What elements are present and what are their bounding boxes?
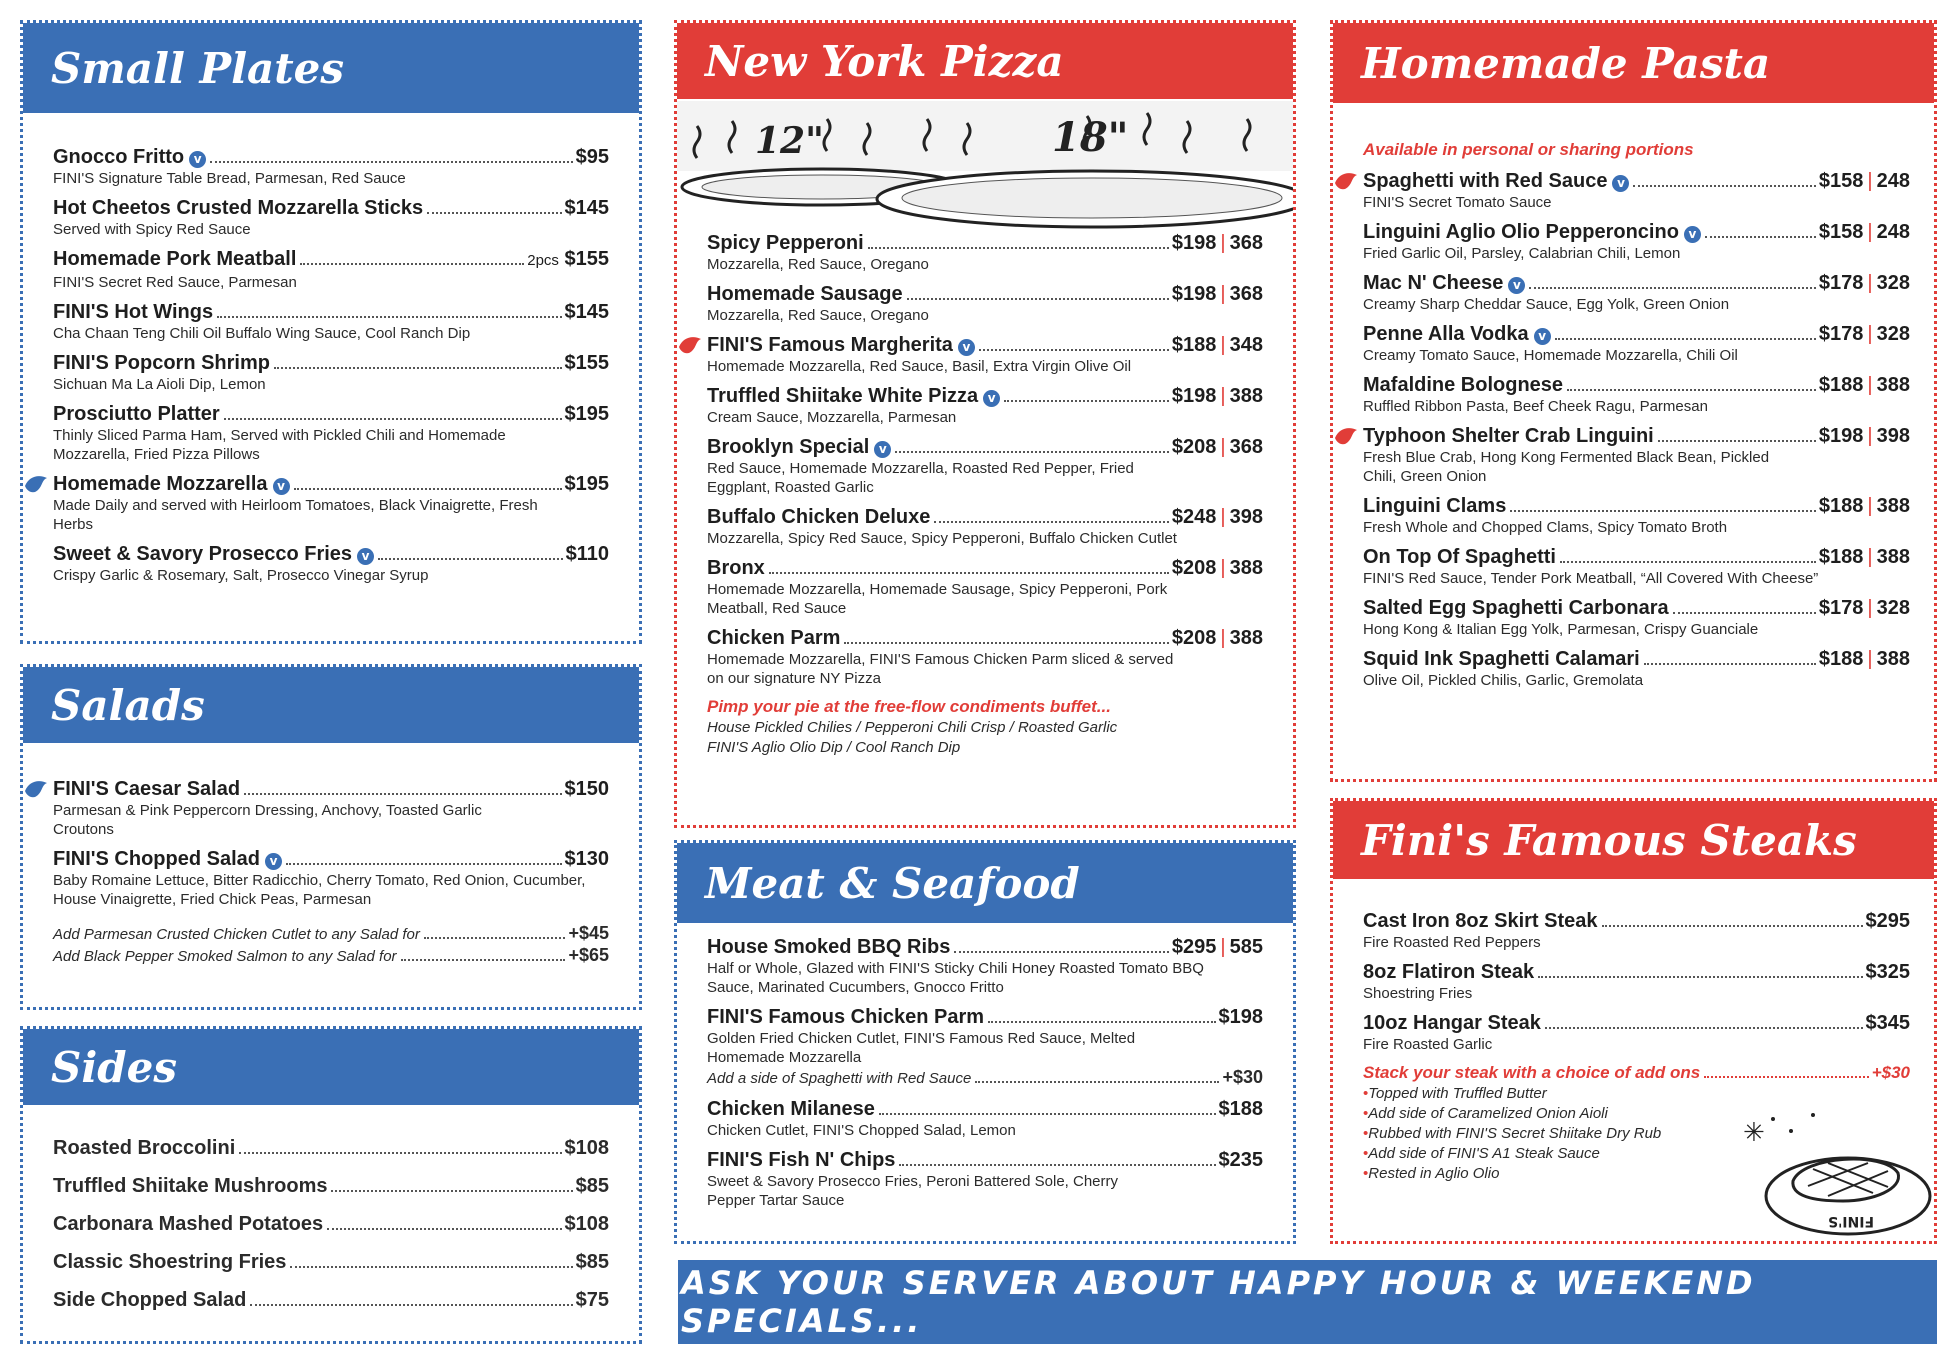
signature-leaf-icon [1333,171,1359,191]
menu-item: Hot Cheetos Crusted Mozzarella Sticks $145 Served with Spicy Red Sauce [53,197,609,238]
pasta-subtitle: Available in personal or sharing portions [1363,140,1694,159]
sides-title: Sides [23,1029,639,1105]
menu-item: Chicken Milanese $188 Chicken Cutlet, FINI'S Chopped Salad, Lemon [707,1098,1263,1139]
menu-item: Sweet & Savory Prosecco Fries v $110 Crispy Garlic & Rosemary, Salt, Prosecco Vinegar Syrup [53,543,609,584]
steak-addon-title: Stack your steak with a choice of add ons +$30 [1363,1063,1910,1082]
steak-addon-option: • Rubbed with FINI'S Secret Shiitake Dry Rub [1363,1124,1910,1144]
menu-item: Cast Iron 8oz Skirt Steak $295 Fire Roasted Red Peppers [1363,910,1910,951]
menu-item: Buffalo Chicken Deluxe $248 | 398 Mozzarella, Spicy Red Sauce, Spicy Pepperoni, Buffalo Chicken Cutlet [707,506,1263,547]
pizza-panel [674,20,1296,828]
menu-item: Linguini Aglio Olio Pepperoncino v $158 | 248 Fried Garlic Oil, Parsley, Calabrian Chili, Lemon [1363,221,1910,262]
menu-item: 10oz Hangar Steak $345 Fire Roasted Garlic [1363,1012,1910,1053]
size-large-label: 18" [1052,114,1129,161]
side-item: Carbonara Mashed Potatoes $108 [53,1213,609,1235]
vegetarian-icon: v [874,441,891,458]
sides-list [23,1129,639,1319]
menu-item: Chicken Parm $208 | 388 Homemade Mozzarella, FINI'S Famous Chicken Parm sliced & served on our signature NY Pizza [707,627,1263,687]
vegetarian-icon: v [958,339,975,356]
vegetarian-icon: v [189,151,206,168]
pizza-illustration [677,101,1293,231]
small-plates-panel [20,20,642,644]
signature-leaf-icon [1333,426,1359,446]
happy-hour-banner: ASK YOUR SERVER ABOUT HAPPY HOUR & WEEKEND SPECIALS... [678,1260,1937,1344]
menu-item: FINI'S Chopped Salad v $130 Baby Romaine Lettuce, Bitter Radicchio, Cherry Tomato, Red Onion, Cucumber, House Vinaigrette, Fried Chick Peas, Parmesan [53,848,609,908]
menu-item: Typhoon Shelter Crab Linguini $198 | 398 Fresh Blue Crab, Hong Kong Fermented Black Bean, Pickled Chili, Green Onion [1363,424,1910,486]
small-plates-title: Small Plates [23,23,639,113]
condiments-line: FINI'S Aglio Olio Dip / Cool Ranch Dip [707,739,961,756]
side-item: Side Chopped Salad $75 [53,1289,609,1311]
menu-item: FINI'S Fish N' Chips $235 Sweet & Savory Prosecco Fries, Peroni Battered Sole, Cherry Pepper Tartar Sauce [707,1149,1263,1209]
side-item: Roasted Broccolini $108 [53,1137,609,1159]
signature-leaf-icon [23,474,49,494]
menu-item: Linguini Clams $188 | 388 Fresh Whole and Chopped Clams, Spicy Tomato Broth [1363,495,1910,536]
menu-item: On Top Of Spaghetti $188 | 388 FINI'S Red Sauce, Tender Pork Meatball, “All Covered With Cheese” [1363,546,1910,587]
menu-item: 8oz Flatiron Steak $325 Shoestring Fries [1363,961,1910,1002]
pasta-list [1333,139,1934,698]
sides-panel [20,1026,642,1344]
salads-list [23,777,639,967]
size-small-label: 12" [755,120,824,162]
menu-item: Gnocco Fritto v $95 FINI'S Signature Table Bread, Parmesan, Red Sauce [53,146,609,187]
vegetarian-icon: v [265,853,282,870]
salad-addon: Add Black Pepper Smoked Salmon to any Salad for +$65 [53,945,609,965]
meat-seafood-title: Meat & Seafood [677,843,1293,923]
steak-addon-option: • Topped with Truffled Butter [1363,1084,1910,1104]
vegetarian-icon: v [1684,226,1701,243]
meat-seafood-list [677,935,1293,1218]
menu-item: FINI'S Famous Chicken Parm $198 Golden Fried Chicken Cutlet, FINI'S Famous Red Sauce, Melted Homemade Mozzarella Add a side of Spaghetti with Red Sauce +$30 [707,1006,1263,1087]
menu-item: FINI'S Hot Wings $145 Cha Chaan Teng Chili Oil Buffalo Wing Sauce, Cool Ranch Dip [53,301,609,342]
svg-text:✳: ✳ [1743,1118,1765,1148]
menu-item: FINI'S Caesar Salad $150 Parmesan & Pink Peppercorn Dressing, Anchovy, Toasted Garlic Croutons [53,777,609,839]
menu-item: Mafaldine Bolognese $188 | 388 Ruffled Ribbon Pasta, Beef Cheek Ragu, Parmesan [1363,374,1910,415]
steaks-title: Fini's Famous Steaks [1333,801,1934,879]
pasta-title: Homemade Pasta [1333,23,1934,103]
menu-item: Homemade Mozzarella v $195 Made Daily and served with Heirloom Tomatoes, Black Vinaigrette, Fresh Herbs [53,472,609,534]
plate-text: FINI'S [1827,1213,1875,1229]
steak-plate-illustration [1733,1101,1933,1241]
steaks-panel [1330,798,1937,1244]
side-item: Classic Shoestring Fries $85 [53,1251,609,1273]
menu-item: FINI'S Famous Margherita v $188 | 348 Homemade Mozzarella, Red Sauce, Basil, Extra Virgin Olive Oil [707,333,1263,376]
vegetarian-icon: v [273,478,290,495]
menu-item: Squid Ink Spaghetti Calamari $188 | 388 Olive Oil, Pickled Chilis, Garlic, Gremolata [1363,648,1910,689]
menu-item: Prosciutto Platter $195 Thinly Sliced Parma Ham, Served with Pickled Chili and Homemade Mozzarella, Fried Pizza Pillows [53,403,609,463]
menu-item: Bronx $208 | 388 Homemade Mozzarella, Homemade Sausage, Spicy Pepperoni, Pork Meatball, Red Sauce [707,557,1263,617]
menu-item: Spaghetti with Red Sauce v $158 | 248 FINI'S Secret Tomato Sauce [1363,169,1910,212]
side-item: Truffled Shiitake Mushrooms $85 [53,1175,609,1197]
menu-item: Salted Egg Spaghetti Carbonara $178 | 328 Hong Kong & Italian Egg Yolk, Parmesan, Crispy Guanciale [1363,597,1910,638]
menu-item: Mac N' Cheese v $178 | 328 Creamy Sharp Cheddar Sauce, Egg Yolk, Green Onion [1363,272,1910,313]
menu-item: Homemade Pork Meatball 2pcs $155 FINI'S Secret Red Sauce, Parmesan [53,248,609,291]
steak-addon-option: • Add side of Caramelized Onion Aioli [1363,1104,1910,1124]
vegetarian-icon: v [1508,277,1525,294]
menu-item: Homemade Sausage $198 | 368 Mozzarella, Red Sauce, Oregano [707,283,1263,324]
pizza-list [677,231,1293,758]
vegetarian-icon: v [357,548,374,565]
meat-seafood-panel [674,840,1296,1244]
menu-item: Truffled Shiitake White Pizza v $198 | 388 Cream Sauce, Mozzarella, Parmesan [707,385,1263,426]
steak-addon-option: • Rested in Aglio Olio [1363,1164,1910,1184]
pizza-title: New York Pizza [677,23,1293,99]
vegetarian-icon: v [1612,175,1629,192]
menu-item: House Smoked BBQ Ribs $295 | 585 Half or Whole, Glazed with FINI'S Sticky Chili Honey Roasted Tomato BBQ Sauce, Marinated Cucumbers, Gnocco Fritto [707,936,1263,996]
menu-item: Spicy Pepperoni $198 | 368 Mozzarella, Red Sauce, Oregano [707,232,1263,273]
steak-addon-option: • Add side of FINI'S A1 Steak Sauce [1363,1144,1910,1164]
signature-leaf-icon [677,335,703,355]
menu-item: Penne Alla Vodka v $178 | 328 Creamy Tomato Sauce, Homemade Mozzarella, Chili Oil [1363,323,1910,364]
vegetarian-icon: v [983,390,1000,407]
menu-item: FINI'S Popcorn Shrimp $155 Sichuan Ma La Aioli Dip, Lemon [53,352,609,393]
condiments-title: Pimp your pie at the free-flow condiments buffet... [707,697,1111,716]
small-plates-list [23,145,639,593]
salads-panel [20,664,642,1010]
salads-title: Salads [23,667,639,743]
signature-leaf-icon [23,779,49,799]
pasta-panel [1330,20,1937,782]
menu-item: Brooklyn Special v $208 | 368 Red Sauce, Homemade Mozzarella, Roasted Red Pepper, Fried Eggplant, Roasted Garlic [707,436,1263,496]
vegetarian-icon: v [1534,328,1551,345]
salad-addon: Add Parmesan Crusted Chicken Cutlet to any Salad for +$45 [53,923,609,943]
condiments-line: House Pickled Chilies / Pepperoni Chili Crisp / Roasted Garlic [707,719,1118,736]
